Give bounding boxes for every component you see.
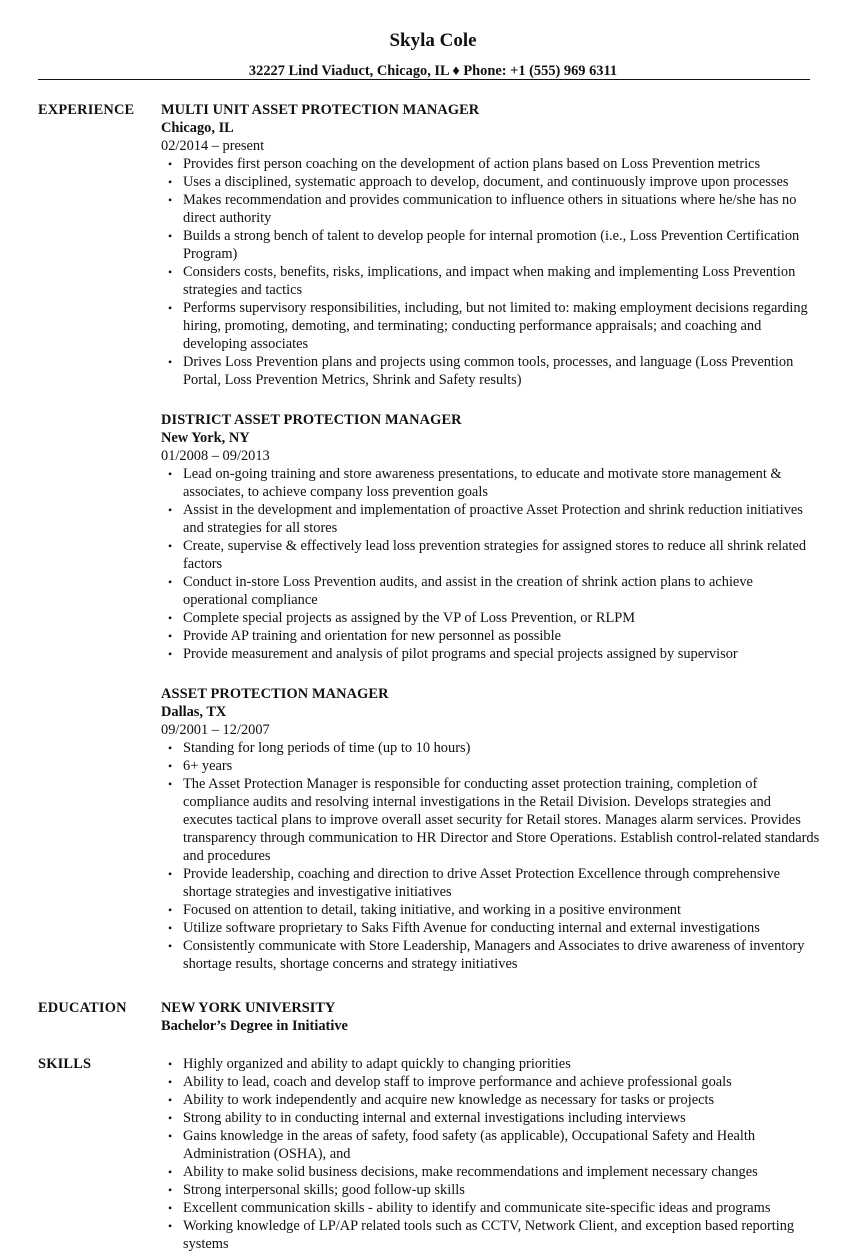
section-title-education: EDUCATION (38, 1000, 127, 1016)
list-item: • Utilize software proprietary to Saks Fifth Avenue for conducting internal and external investigations (183, 919, 821, 937)
list-item: • Ability to make solid business decisions, make recommendations and implement necessary changes (183, 1163, 821, 1181)
list-item: • Gains knowledge in the areas of safety, food safety (as applicable), Occupational Safety and Health Administration (OSHA), and (183, 1127, 821, 1163)
list-item: • Standing for long periods of time (up to 10 hours) (183, 739, 821, 757)
list-item: • Strong interpersonal skills; good follow-up skills (183, 1181, 821, 1199)
job-entry (161, 685, 821, 973)
list-item: • Drives Loss Prevention plans and projects using common tools, processes, and language (Loss Prevention Portal, Loss Prevention Metrics, Shrink and Safety results) (183, 353, 821, 389)
list-item: • Lead on-going training and store awareness presentations, to educate and motivate store management & associates, to achieve company loss prevention goals (183, 465, 821, 501)
list-item: • Ability to lead, coach and develop staff to improve performance and achieve professional goals (183, 1073, 821, 1091)
candidate-name: Skyla Cole (389, 30, 477, 51)
job-dates: 09/2001 – 12/2007 (161, 722, 270, 738)
list-item: • Performs supervisory responsibilities, including, but not limited to: making employment decisions regarding hiring, promoting, demoting, and terminating; conducting performance appraisals; and coaching and developing associates (183, 299, 821, 353)
list-item: • Conduct in-store Loss Prevention audits, and assist in the creation of shrink action plans to achieve operational compliance (183, 573, 821, 609)
list-item: • Create, supervise & effectively lead loss prevention strategies for assigned stores to reduce all shrink related factors (183, 537, 821, 573)
contact-line: 32227 Lind Viaduct, Chicago, IL ♦ Phone: +1 (555) 969 6311 (248, 63, 618, 79)
list-item: • Makes recommendation and provides communication to influence others in situations where he/she has no direct authority (183, 191, 821, 227)
degree: Bachelor’s Degree in Initiative (161, 1018, 348, 1034)
section-title-experience: EXPERIENCE (38, 102, 135, 118)
job-location: Chicago, IL (161, 120, 234, 136)
list-item: • Strong ability to in conducting internal and external investigations including interviews (183, 1109, 821, 1127)
job-location: Dallas, TX (161, 704, 227, 720)
list-item: • 6+ years (183, 757, 821, 775)
list-item: • Focused on attention to detail, taking initiative, and working in a positive environment (183, 901, 821, 919)
job-bullets (161, 155, 821, 389)
skills-body (161, 1055, 821, 1253)
job-title: DISTRICT ASSET PROTECTION MANAGER (161, 412, 462, 428)
job-title: ASSET PROTECTION MANAGER (161, 686, 389, 702)
job-dates: 02/2014 – present (161, 138, 265, 154)
job-bullets (161, 465, 821, 663)
list-item: • Provide leadership, coaching and direction to drive Asset Protection Excellence through comprehensive shortage strategies and investigative initiatives (183, 865, 821, 901)
list-item: • Provide measurement and analysis of pilot programs and special projects assigned by supervisor (183, 645, 821, 663)
section-title-skills: SKILLS (38, 1056, 92, 1072)
job-title: MULTI UNIT ASSET PROTECTION MANAGER (161, 102, 480, 118)
list-item: • Uses a disciplined, systematic approach to develop, document, and continuously improve upon processes (183, 173, 821, 191)
job-dates: 01/2008 – 09/2013 (161, 448, 270, 464)
experience-body (161, 101, 821, 995)
list-item: • Consistently communicate with Store Leadership, Managers and Associates to drive awareness of inventory shortage results, shortage concerns and strategy initiatives (183, 937, 821, 973)
list-item: • Provide AP training and orientation for new personnel as possible (183, 627, 821, 645)
education-body (161, 999, 821, 1035)
list-item: • Builds a strong bench of talent to develop people for internal promotion (i.e., Loss Prevention Certification Program) (183, 227, 821, 263)
job-entry (161, 101, 821, 389)
school-name: NEW YORK UNIVERSITY (161, 1000, 336, 1016)
header-divider (38, 79, 810, 80)
skills-list (161, 1055, 821, 1253)
list-item: • Considers costs, benefits, risks, implications, and impact when making and implementing Loss Prevention strategies and tactics (183, 263, 821, 299)
job-entry (161, 411, 821, 663)
list-item: • Excellent communication skills - ability to identify and communicate site-specific ideas and programs (183, 1199, 821, 1217)
list-item: • Working knowledge of LP/AP related tools such as CCTV, Network Client, and exception based reporting systems (183, 1217, 821, 1253)
list-item: • Highly organized and ability to adapt quickly to changing priorities (183, 1055, 821, 1073)
list-item: • The Asset Protection Manager is responsible for conducting asset protection training, completion of compliance audits and resolving internal investigations in the Retail Division. Develops strategies and executes tactical plans to improve overall asset security for Retail stores. Manages alarm services. Provides transparency through communication to HR Director and Store Operations. Establish control-related standards and procedures (183, 775, 821, 865)
job-bullets (161, 739, 821, 973)
list-item: • Assist in the development and implementation of proactive Asset Protection and shrink reduction initiatives and strategies for all stores (183, 501, 821, 537)
job-location: New York, NY (161, 430, 250, 446)
list-item: • Ability to work independently and acquire new knowledge as necessary for tasks or projects (183, 1091, 821, 1109)
list-item: • Complete special projects as assigned by the VP of Loss Prevention, or RLPM (183, 609, 821, 627)
list-item: • Provides first person coaching on the development of action plans based on Loss Prevention metrics (183, 155, 821, 173)
